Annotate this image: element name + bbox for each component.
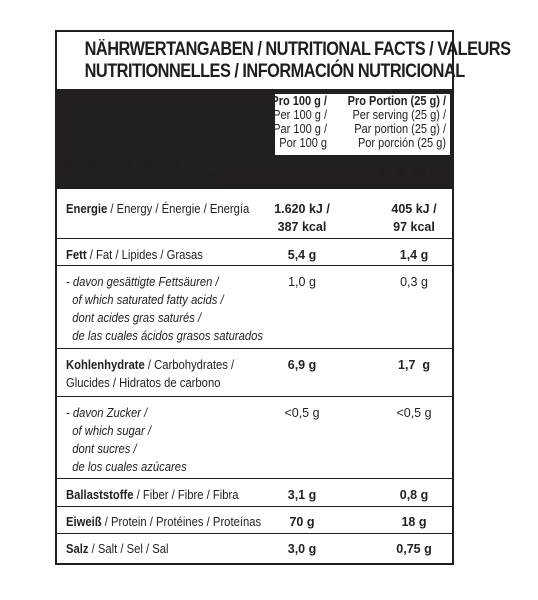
column-per-100g-de: Pro 100 g / bbox=[271, 94, 327, 108]
nutrient-name-bold: Salz bbox=[66, 542, 89, 556]
nutrient-name-translations: / Energy / Énergie / Energía bbox=[107, 202, 250, 216]
row-divider bbox=[57, 506, 452, 507]
row-divider bbox=[57, 348, 452, 349]
value-line: 5,4 g bbox=[287, 248, 317, 262]
nutrition-label bbox=[55, 30, 511, 565]
nutrient-name-line: - davon gesättigte Fettsäuren / bbox=[66, 275, 219, 289]
value-per-portion bbox=[379, 513, 449, 531]
value-line: 97 kcal bbox=[393, 220, 435, 234]
column-header-area bbox=[271, 94, 450, 155]
nutrient-name bbox=[66, 273, 263, 345]
scoop-icon bbox=[369, 165, 409, 179]
nutrient-name-bold: Energie bbox=[66, 202, 108, 216]
column-per-100g-en: Per 100 g / bbox=[273, 108, 327, 122]
nutrient-name-translations: / Salt / Sel / Sal bbox=[88, 542, 169, 556]
scoop-amount: 25 g bbox=[412, 165, 438, 179]
value-line: 1,0 g bbox=[288, 275, 316, 289]
header-divider bbox=[57, 186, 452, 189]
nutrient-name-line: - davon Zucker / bbox=[66, 406, 148, 420]
value-per-portion bbox=[379, 356, 449, 374]
nutrient-name bbox=[66, 246, 203, 264]
nutrient-name-line bbox=[66, 540, 169, 558]
nutrient-name-line: de los cuales azúcares bbox=[66, 460, 187, 474]
value-line: 3,1 g bbox=[287, 488, 317, 502]
value-per-100g bbox=[257, 404, 347, 422]
value-line: 1,4 g bbox=[399, 248, 429, 262]
row-divider bbox=[57, 265, 452, 266]
value-line: 70 g bbox=[289, 515, 315, 529]
column-per-portion-en: Per serving (25 g) / bbox=[352, 108, 446, 122]
value-line: <0,5 g bbox=[396, 406, 432, 420]
value-per-100g bbox=[257, 486, 347, 504]
value-line: <0,5 g bbox=[284, 406, 320, 420]
value-per-portion bbox=[379, 200, 449, 236]
column-per-portion-fr: Par portion (25 g) / bbox=[354, 122, 446, 136]
nutrient-name-line bbox=[66, 356, 234, 374]
column-per-100g-fr: Par 100 g / bbox=[273, 122, 327, 136]
nutrient-name-line: Glucides / Hidratos de carbono bbox=[66, 376, 221, 390]
column-per-portion-es: Por porción (25 g) bbox=[357, 136, 446, 150]
value-line: 387 kcal bbox=[277, 220, 327, 234]
label-title bbox=[84, 39, 511, 83]
row-divider bbox=[57, 533, 452, 534]
scoop-label-line-2: CUILLÈRE DOSEUSE / CACITO bbox=[64, 171, 221, 185]
value-line: 1.620 kJ / bbox=[274, 202, 330, 216]
scoop-row bbox=[57, 155, 452, 186]
nutrient-name bbox=[66, 486, 239, 504]
value-line: 6,9 g bbox=[287, 358, 317, 372]
nutrient-name bbox=[66, 200, 249, 218]
value-line: 0,3 g bbox=[400, 275, 428, 289]
nutrient-name-translations: / Fiber / Fibre / Fibra bbox=[133, 488, 239, 502]
nutrient-name-line bbox=[66, 246, 203, 264]
value-line: 0,8 g bbox=[399, 488, 429, 502]
value-per-100g bbox=[257, 513, 347, 531]
title-line-2: NUTRITIONNELLES / INFORMACIÓN NUTRICIONAL bbox=[84, 61, 465, 82]
nutrient-name bbox=[66, 356, 234, 392]
value-line: 18 g bbox=[401, 515, 427, 529]
column-per-100g-es: Por 100 g bbox=[279, 136, 327, 150]
nutrient-name-translations: / Fat / Lipides / Grasas bbox=[86, 248, 203, 262]
value-line: 1,7 g bbox=[398, 358, 430, 372]
scoop-label-line-1: MESSLÖFFEL / SCOOP / bbox=[64, 158, 188, 172]
row-divider bbox=[57, 478, 452, 479]
column-per-100g bbox=[257, 94, 327, 150]
nutrient-name bbox=[66, 404, 187, 476]
value-line: 405 kJ / bbox=[391, 202, 437, 216]
row-divider bbox=[57, 238, 452, 239]
row-divider bbox=[57, 396, 452, 397]
nutrient-name-line: dont sucres / bbox=[66, 442, 137, 456]
value-per-100g bbox=[257, 246, 347, 264]
nutrient-name-translations: / Protein / Protéines / Proteínas bbox=[101, 515, 262, 529]
nutrient-name bbox=[66, 513, 261, 531]
value-per-100g bbox=[257, 273, 347, 291]
nutrient-name-translations: / Carbohydrates / bbox=[144, 358, 235, 372]
nutrient-name-bold: Kohlenhydrate bbox=[66, 358, 145, 372]
value-per-100g bbox=[257, 200, 347, 236]
nutrient-name-line bbox=[66, 486, 239, 504]
nutrient-name-line: of which sugar / bbox=[66, 424, 152, 438]
nutrient-name-line bbox=[66, 200, 249, 218]
scoop-value bbox=[369, 165, 438, 179]
nutrient-name-bold: Eiweiß bbox=[66, 515, 102, 529]
nutrient-name bbox=[66, 540, 169, 558]
value-per-portion bbox=[379, 246, 449, 264]
value-per-portion bbox=[379, 273, 449, 291]
nutrient-name-line: de las cuales ácidos grasos saturados bbox=[66, 329, 263, 343]
title-line-1: NÄHRWERTANGABEN / NUTRITIONAL FACTS / VALEURS bbox=[84, 39, 511, 60]
nutrient-name-bold: Ballaststoffe bbox=[66, 488, 134, 502]
value-line: 0,75 g bbox=[396, 542, 432, 556]
scoop-label bbox=[64, 159, 220, 185]
value-per-portion bbox=[379, 404, 449, 422]
value-line: 3,0 g bbox=[287, 542, 317, 556]
nutrient-name-bold: Fett bbox=[66, 248, 87, 262]
value-per-portion bbox=[379, 540, 449, 558]
nutrient-name-line: of which saturated fatty acids / bbox=[66, 293, 224, 307]
nutrient-name-line: dont acides gras saturés / bbox=[66, 311, 202, 325]
column-per-portion bbox=[340, 94, 446, 150]
value-per-100g bbox=[257, 356, 347, 374]
value-per-100g bbox=[257, 540, 347, 558]
column-per-portion-de: Pro Portion (25 g) / bbox=[347, 94, 446, 108]
value-per-portion bbox=[379, 486, 449, 504]
nutrient-name-line bbox=[66, 513, 261, 531]
